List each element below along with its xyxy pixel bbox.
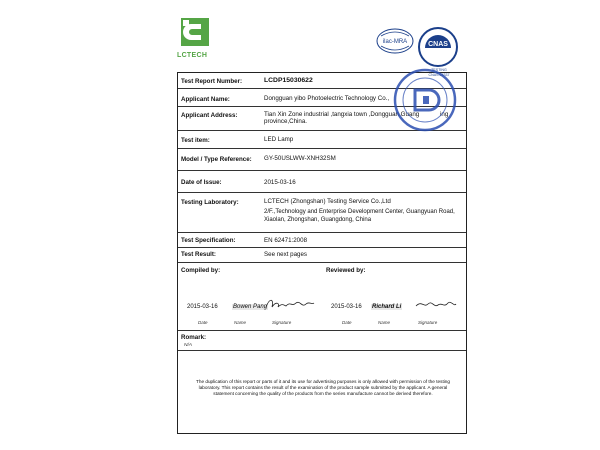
label-applicant-address: Applicant Address: (181, 112, 238, 119)
caption-date: Date (342, 320, 352, 325)
value-applicant-name: Dongguan yibo Photoelectric Technology Co., (264, 95, 390, 102)
company-stamp-icon (393, 68, 457, 132)
logo-text: LCTECH (177, 52, 208, 59)
value-model: GY-50USLWW-XNH32SM (264, 155, 336, 162)
lctech-logo (177, 18, 221, 59)
caption-name: Name (378, 320, 391, 325)
label-date-of-issue: Date of Issue: (181, 179, 222, 186)
label-report-number: Test Report Number: (181, 78, 243, 85)
value-date-of-issue: 2015-03-16 (264, 179, 296, 186)
label-model: Model / Type Reference: (181, 156, 252, 163)
label-reviewed-by: Reviewed by: (326, 267, 366, 274)
row-date-of-issue (178, 171, 466, 193)
reviewed-date: 2015-03-16 (331, 304, 362, 310)
disclaimer-text: The duplication of this report or parts of it and its use for advertising purposes is only allowed with permission of the testing laboratory. This report contains the result of the examination of the product sample submitted by the applicant. A general statement concerning the quality of the products from the series manufacture cannot be derived therefore. (195, 379, 451, 396)
row-test-result (178, 248, 466, 263)
compiled-date: 2015-03-16 (187, 304, 218, 310)
value-lab-address: 2/F.,Technology and Enterprise Development Center, Guangyuan Road, Xiaolan, Zhongshan, Guangdong, China (264, 209, 455, 223)
caption-name: Name (234, 320, 247, 325)
row-test-specification (178, 233, 466, 248)
cnas-sub-line: CNAS L5337 (428, 72, 450, 77)
ilac-mra-icon (375, 26, 415, 56)
caption-signature: Signature (418, 320, 438, 325)
row-remark (178, 331, 466, 351)
cnas-text: CNAS (428, 41, 448, 48)
value-test-specification: EN 62471:2008 (264, 237, 308, 244)
value-address-suffix: ing (440, 111, 449, 118)
value-testing-laboratory: LCTECH (Zhongshan) Testing Service Co.,Ltd (264, 198, 391, 205)
label-compiled-by: Compiled by: (181, 267, 221, 274)
test-report-page (177, 10, 467, 435)
row-signatures (178, 263, 466, 331)
cnas-sub-line: TESTING (431, 68, 447, 72)
label-testing-laboratory: Testing Laboratory: (181, 199, 239, 206)
value-report-number: LCDP15030622 (264, 77, 313, 84)
label-test-item: Test item: (181, 137, 210, 144)
ilac-text: ilac-MRA (382, 39, 408, 45)
label-test-result: Test Result: (181, 251, 216, 258)
lctech-logo-icon (181, 18, 209, 46)
label-test-specification: Test Specification: (181, 237, 236, 244)
value-test-result: See next pages (264, 251, 308, 258)
value-test-item: LED Lamp (264, 136, 294, 143)
reviewed-name: Richard Li (372, 304, 402, 310)
row-test-item (178, 131, 466, 149)
label-remark: Romark: (181, 334, 207, 341)
row-testing-laboratory (178, 193, 466, 233)
value-remark: N/A (184, 343, 192, 348)
caption-signature: Signature (272, 320, 292, 325)
value-address-line2: province,China. (264, 118, 307, 125)
label-applicant-name: Applicant Name: (181, 96, 230, 103)
cnas-icon (417, 26, 459, 68)
compiled-signature-icon (264, 295, 316, 313)
value-applicant-address: Tian Xin Zone industrial ,tangxia town ,Dongguan,Guang (264, 111, 420, 118)
compiled-name: Bowen Pang (233, 304, 268, 310)
row-model (178, 149, 466, 171)
reviewed-signature-icon (414, 296, 458, 312)
caption-date: Date (198, 320, 208, 325)
